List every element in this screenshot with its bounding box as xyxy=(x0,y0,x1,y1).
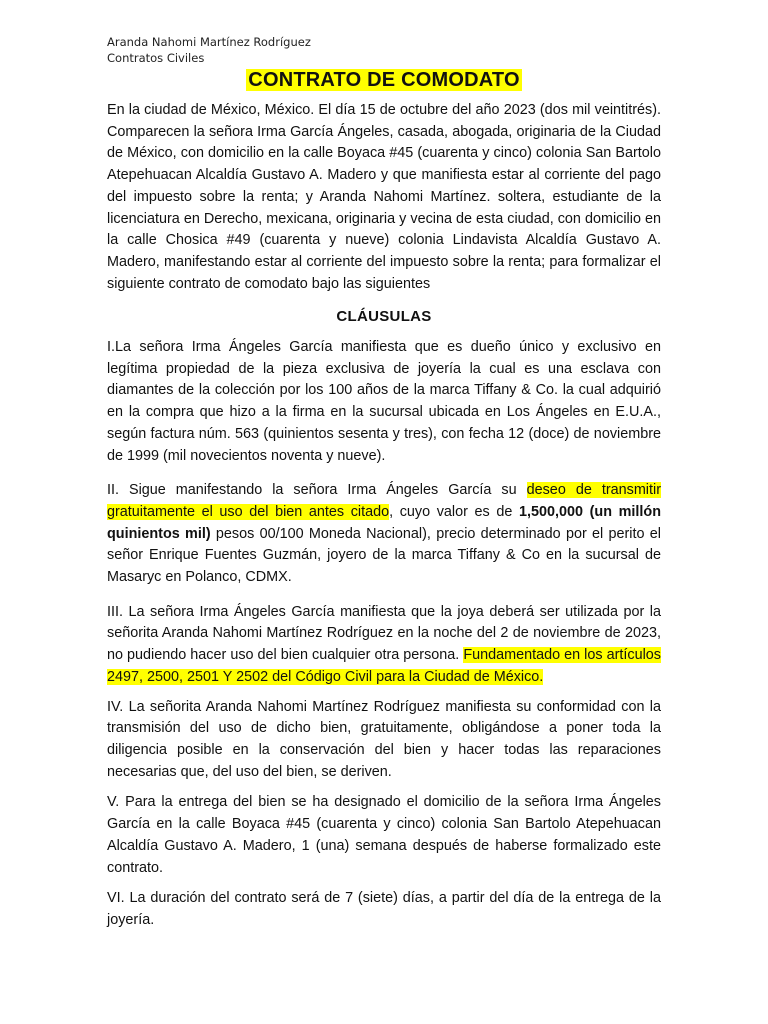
clause-3 xyxy=(107,602,661,689)
clause-5: V. Para la entrega del bien se ha designado el domicilio de la señora Irma Ángeles García en la calle Boyaca #45 (cuarenta y cinco) colonia San Bartolo Atepehuacan Alcaldía Gustavo A. Madero, 1 (una) semana después de haberse formalizado este contrato. xyxy=(107,794,661,876)
clausulas-heading: CLÁUSULAS xyxy=(336,308,432,326)
clause-3-text: III. La señora Irma Ángeles García manifiesta que la joya deberá ser utilizada por la señorita Aranda Nahomi Martínez Rodríguez en la noche del 2 de noviembre de 2023, no pudiendo hacer uso del bien cualquier otra persona. xyxy=(107,603,661,664)
clause-2-text-a: II. Sigue manifestando la señora Irma Ángeles García su xyxy=(107,482,527,499)
document-header xyxy=(107,34,311,66)
document-title: CONTRATO DE COMODATO xyxy=(248,69,520,91)
clause-6: VI. La duración del contrato será de 7 (siete) días, a partir del día de la entrega de la joyería. xyxy=(107,890,661,928)
clause-2-text-c: pesos 00/100 Moneda Nacional), precio determinado por el perito el señor Enrique Fuentes Guzmán, joyero de la marca Tiffany & Co en la sucursal de Masaryc en Polanco, CDMX. xyxy=(107,525,661,586)
clause-3-highlight: Fundamentado en los artículos 2497, 2500, 2501 Y 2502 del Código Civil para la Ciudad de México. xyxy=(107,647,661,685)
header-author: Aranda Nahomi Martínez Rodríguez xyxy=(107,35,311,49)
clause-2-amount: 1,500,000 (un millón quinientos mil) xyxy=(107,503,661,542)
document-body xyxy=(107,100,661,932)
clause-2-highlight: deseo de transmitir gratuitamente el uso del bien antes citado xyxy=(107,482,661,520)
header-subject: Contratos Civiles xyxy=(107,51,205,65)
clause-2 xyxy=(107,480,661,589)
intro-paragraph: En la ciudad de México, México. El día 15 de octubre del año 2023 (dos mil veintitrés). Comparecen la señora Irma García Ángeles, casada, abogada, originaria de la Ciudad de México, con domicilio en la calle Boyaca #45 (cuarenta y cinco) colonia San Bartolo Atepehuacan Alcaldía Gustavo A. Madero y que manifiesta estar al corriente del pago del impuesto sobre la renta; y Aranda Nahomi Martínez. soltera, estudiante de la licenciatura en Derecho, mexicana, originaria y vecina de esta ciudad, con domicilio en la calle Chosica #49 (cuarenta y nueve) colonia Lindavista Alcaldía Gustavo A. Madero, manifestando estar al corriente del impuesto sobre la renta; para formalizar el siguiente contrato de comodato bajo las siguientes xyxy=(107,102,661,292)
title-container xyxy=(0,69,768,92)
clause-4: IV. La señorita Aranda Nahomi Martínez Rodríguez manifiesta su conformidad con la transmisión del uso de dicho bien, gratuitamente, obligándose a poner toda la diligencia posible en la conservación del bien y hacer todas las reparaciones necesarias que, del uso del bien, se deriven. xyxy=(107,698,661,780)
clause-1: I.La señora Irma Ángeles García manifiesta que es dueño único y exclusivo en legítima propiedad de la pieza exclusiva de joyería la cual es una esclava con diamantes de la colección por los 100 años de la marca Tiffany & Co. la cual adquirió en la compra que hizo a la firma en la sucursal ubicada en Los Ángeles en E.U.A., según factura núm. 563 (quinientos sesenta y tres), con fecha 12 (doce) de noviembre de 1999 (mil novecientos noventa y nueve). xyxy=(107,339,661,464)
clause-2-text-b: , cuyo valor es de xyxy=(389,503,519,520)
